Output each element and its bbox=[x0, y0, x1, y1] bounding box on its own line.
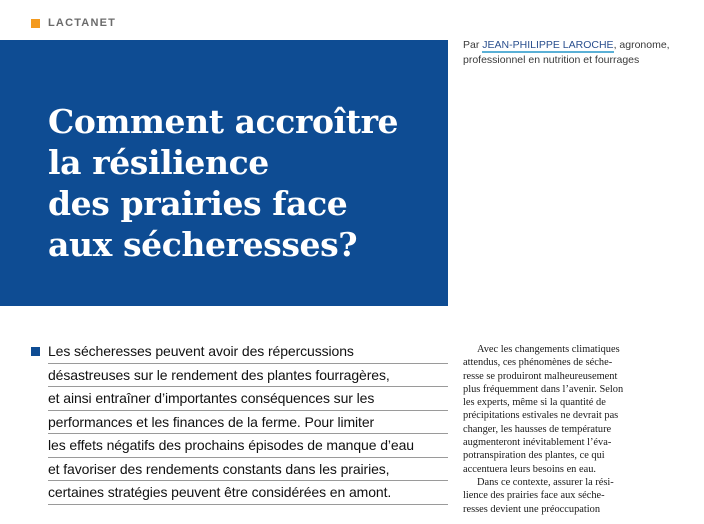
body-line: Dans ce contexte, assurer la rési- bbox=[477, 476, 614, 488]
byline-author: JEAN-PHILIPPE LAROCHE bbox=[482, 39, 614, 51]
section-marker-icon bbox=[31, 19, 40, 28]
body-line: précipitations estivales ne devrait pas bbox=[463, 410, 619, 422]
body-column bbox=[463, 343, 657, 516]
byline-role-detail: professionnel en nutrition et fourrages bbox=[463, 54, 640, 66]
byline-prefix: Par bbox=[463, 39, 480, 51]
headline-line: des prairies face bbox=[48, 184, 348, 223]
section-tag bbox=[31, 17, 116, 29]
lead-line: désastreuses sur le rendement des plantes fourragères, bbox=[48, 364, 448, 388]
lead-line: et ainsi entraîner d’importantes conséquences sur les bbox=[48, 387, 448, 411]
headline-line: aux sécheresses? bbox=[48, 225, 358, 264]
body-line: augmenteront inévitablement l’éva- bbox=[463, 437, 612, 449]
lead-line: et favoriser des rendements constants dans les prairies, bbox=[48, 458, 448, 482]
lead-line: les effets négatifs des prochains épisodes de manque d’eau bbox=[48, 434, 448, 458]
body-line: plus fréquemment dans l’avenir. Selon bbox=[463, 383, 624, 395]
body-line: accentuera leurs besoins en eau. bbox=[463, 463, 596, 475]
body-line: lience des prairies face aux séche- bbox=[463, 490, 605, 502]
lead-line: Les sécheresses peuvent avoir des répercussions bbox=[48, 340, 448, 364]
byline bbox=[463, 38, 693, 68]
body-line: Avec les changements climatiques bbox=[477, 344, 620, 355]
body-line: les experts, même si la quantité de bbox=[463, 397, 606, 409]
lead-line: performances et les finances de la ferme. Pour limiter bbox=[48, 411, 448, 435]
headline-line: la résilience bbox=[48, 143, 269, 182]
headline-line: Comment accroître bbox=[48, 102, 399, 141]
byline-role: , agronome, bbox=[613, 39, 670, 51]
body-line: attendus, ces phénomènes de séche- bbox=[463, 357, 613, 369]
lead-bullet-icon bbox=[31, 347, 40, 356]
lead-paragraph bbox=[48, 340, 448, 505]
body-line: resse se produiront malheureusement bbox=[463, 370, 618, 382]
body-line: potranspiration des plantes, ce qui bbox=[463, 450, 605, 462]
body-line: changer, les hausses de température bbox=[463, 423, 612, 435]
section-label: LACTANET bbox=[48, 17, 117, 29]
lead-line: certaines stratégies peuvent être considérées en amont. bbox=[48, 481, 448, 505]
title-block bbox=[0, 40, 448, 306]
body-line: resses devient une préoccupation bbox=[463, 503, 601, 515]
